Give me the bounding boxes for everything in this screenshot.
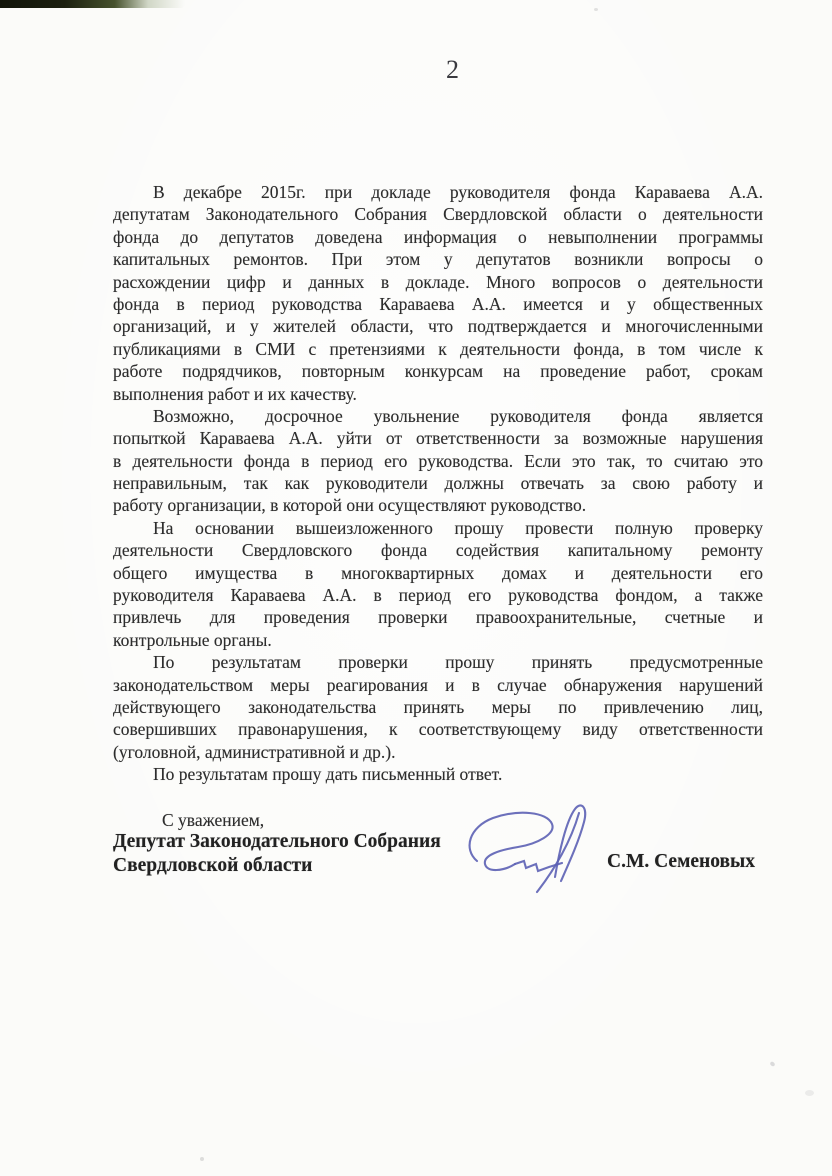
scan-speck-artifact [805,1090,814,1096]
scan-edge-artifact [0,0,185,8]
text-line: руководителя Караваева А.А. в период его руководства фондом, а также [113,585,763,606]
text-line: публикациями в СМИ с претензиями к деятельности фонда, в том числе к [113,338,763,359]
signature-icon [455,797,600,897]
text-line: (уголовной, административной и др.). [113,741,396,762]
scan-speck-artifact [200,1157,204,1161]
text-line: Возможно, досрочное увольнение руководителя фонда является [153,405,763,426]
closing-position-line2: Свердловской области [113,855,313,876]
scan-speck-artifact [769,1061,775,1067]
text-line: фонда в период руководства Караваева А.А. имеется и у общественных [113,293,763,314]
text-line: попыткой Караваева А.А. уйти от ответственности за возможные нарушения [113,428,763,449]
text-line: привлечь для проведения проверки правоохранительные, счетные и [113,607,763,628]
text-line: контрольные органы. [113,629,272,650]
signer-name: С.М. Семеновых [607,851,756,872]
text-line: действующего законодательства принять меры по привлечению лиц, [113,696,763,717]
text-line: совершивших правонарушения, к соответствующему виду ответственности [113,719,763,740]
text-line: работе подрядчиков, повторным конкурсам на проведение работ, срокам [113,361,763,382]
text-line: В декабре 2015г. при докладе руководителя фонда Караваева А.А. [153,182,763,202]
text-line: работу организации, в которой они осуществляют руководство. [113,495,587,516]
closing-regards: С уважением, [162,810,265,830]
closing-position-line1: Депутат Законодательного Собрания [113,831,441,852]
text-line: общего имущества в многоквартирных домах и деятельности его [113,562,763,583]
text-line: в деятельности фонда в период его руководства. Если это так, то считаю это [113,450,763,471]
text-line: депутатам Законодательного Собрания Свердловской области о деятельности [113,204,763,225]
text-line: По результатам прошу дать письменный ответ. [153,764,503,785]
text-line: деятельности Свердловского фонда содействия капитальному ремонту [113,540,763,561]
page-number: 2 [446,55,459,84]
text-line: По результатам проверки прошу принять предусмотренные [153,652,763,673]
text-line: расхождении цифр и данных в докладе. Много вопросов о деятельности [113,271,763,292]
text-line: организаций, и у жителей области, что подтверждается и многочисленными [113,316,763,337]
letter-body [113,181,763,786]
text-line: На основании вышеизложенного прошу провести полную проверку [153,517,763,538]
text-line: законодательством меры реагирования и в случае обнаружения нарушений [113,674,763,695]
scan-speck-artifact [594,8,598,11]
text-line: фонда до депутатов доведена информация о невыполнении программы [113,226,763,247]
text-line: выполнения работ и их качеству. [113,383,357,404]
text-line: капитальных ремонтов. При этом у депутатов возникли вопросы о [113,249,763,270]
text-line: неправильным, так как руководители должны отвечать за свою работу и [113,473,763,494]
